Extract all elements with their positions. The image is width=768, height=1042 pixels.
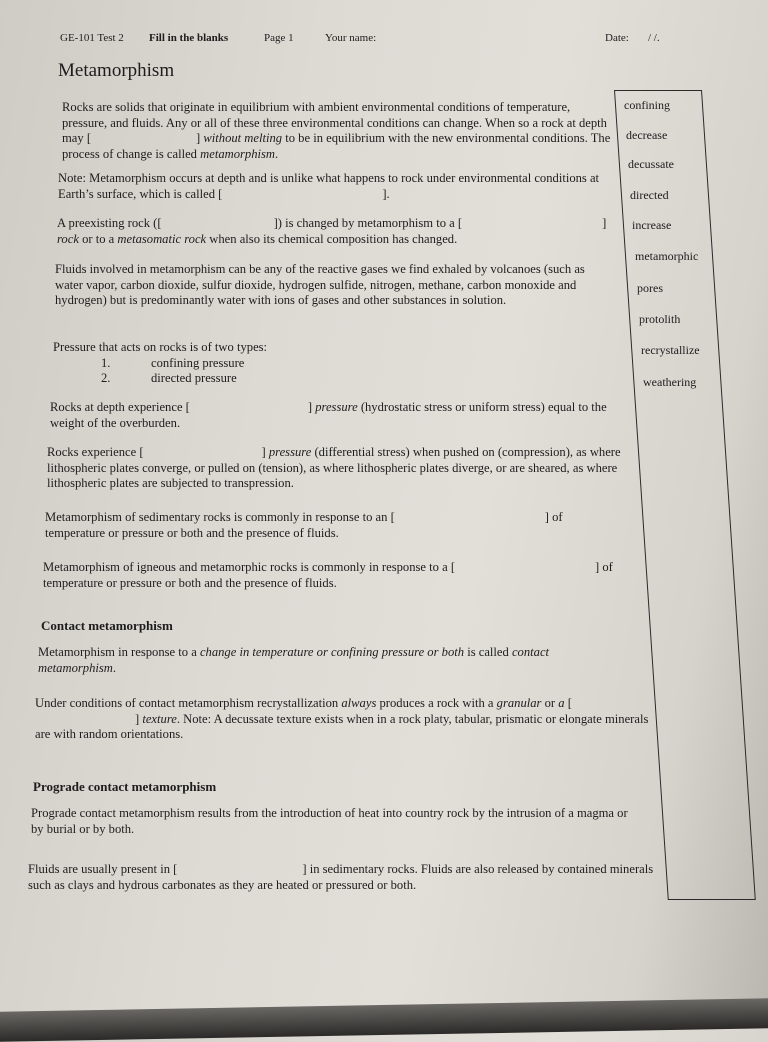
text-segment: ]) is changed by metamorphism to a [ (273, 216, 463, 230)
text-segment: [ (564, 696, 572, 710)
text-segment: change in temperature or confining pressure or both (199, 645, 465, 659)
text-segment: rock (57, 231, 79, 246)
word-bank-item: recrystallize (641, 343, 700, 357)
text-segment: . (112, 660, 117, 675)
paragraph (50, 400, 610, 431)
paragraph (58, 171, 618, 202)
paragraph (43, 560, 643, 591)
text-segment: . Note: A decussate texture exists when in a rock platy, tabular, prismatic or elongate minerals are with random orientations. (35, 711, 649, 741)
name-label: Your name: (325, 32, 377, 44)
text-segment: Under conditions of contact metamorphism recrystallization (35, 696, 342, 710)
text-segment: Metamorphism of igneous and metamorphic rocks is commonly in response to a [ (43, 560, 456, 574)
text-segment: ] (307, 400, 316, 414)
text-segment: Fluids involved in metamorphism can be any of the reactive gases we find exhaled by volcanoes (such as water vapor, carbon dioxide, sulfur dioxide, hydrogen sulfide, nitrogen, methane, carbon monoxide and hydrogen) but is predominantly water with ions of gases and other substances in solution. (55, 262, 585, 307)
text-segment: ] (135, 711, 143, 726)
text-segment: metamorphism (200, 146, 276, 161)
list-number: 1. (101, 355, 111, 370)
word-bank-item: decrease (626, 128, 668, 142)
page-label: Page 1 (264, 32, 294, 44)
text-segment: or (541, 696, 559, 710)
text-segment: Prograde contact metamorphism results from the introduction of heat into country rock by the intrusion of a magma or by burial or by both. (31, 806, 628, 836)
page-title: Metamorphism (58, 60, 175, 81)
text-segment: Rocks experience [ (47, 445, 144, 459)
paragraph (47, 445, 622, 492)
text-segment: ] of temperature or pressure or both and the presence of fluids. (43, 560, 613, 590)
word-bank-box (614, 90, 756, 900)
text-segment: Metamorphism in response to a (38, 645, 200, 659)
text-segment: pressure (268, 445, 312, 459)
section-heading: Contact metamorphism (41, 618, 173, 633)
text-segment: contact metamorphism (38, 645, 550, 675)
text-segment: ] (602, 216, 607, 230)
text-segment: A preexisting rock ([ (57, 216, 162, 230)
text-segment: granular (496, 696, 542, 710)
text-segment: a (558, 696, 565, 710)
word-bank-item: pores (637, 281, 663, 295)
word-bank-item: decussate (628, 157, 674, 171)
paragraph (53, 340, 453, 387)
word-bank-item: weathering (643, 375, 697, 389)
section-heading: Prograde contact metamorphism (33, 779, 217, 794)
text-segment: ]. (382, 186, 390, 201)
paragraph (57, 216, 617, 247)
paragraph (31, 806, 631, 837)
text-segment: produces a rock with a (376, 696, 497, 710)
text-segment: (differential stress) when pushed on (compression), as where lithospheric plates converge, or pulled on (tension), as where lithospheric plates diverge, or are sheared, as where lithospheric plates are subjected to transpression. (47, 445, 621, 490)
list-item (53, 356, 453, 372)
word-bank-item: directed (630, 188, 669, 202)
text-segment: to be in equilibrium with the new environmental conditions. The process of change is called (62, 131, 611, 161)
text-segment: . (275, 146, 279, 161)
paragraph (55, 262, 615, 309)
text-segment: Fluids are usually present in [ (28, 862, 178, 876)
text-segment: is called (464, 645, 512, 659)
paragraph (45, 510, 605, 541)
text-segment: Metamorphism of sedimentary rocks is commonly in response to an [ (45, 510, 395, 524)
word-bank-item: increase (632, 218, 672, 232)
pressure-types-list (53, 356, 453, 387)
text-segment: or to a (78, 231, 118, 246)
paragraph (35, 696, 655, 743)
text-segment: Rocks at depth experience [ (50, 400, 190, 414)
text-segment: texture (142, 711, 177, 726)
text-segment: ] of temperature or pressure or both and the presence of fluids. (45, 510, 563, 540)
paragraph (28, 862, 663, 893)
list-number: 2. (101, 371, 111, 385)
text-segment: Pressure that acts on rocks is of two types: (53, 340, 268, 354)
text-segment: ] (196, 131, 204, 145)
word-bank-item: confining (624, 98, 670, 112)
text-segment: when also its chemical composition has changed. (206, 231, 458, 246)
text-segment: without melting (203, 131, 283, 145)
list-text: directed pressure (151, 371, 237, 385)
text-segment: pressure (315, 400, 358, 414)
list-text: confining pressure (151, 355, 245, 370)
text-segment: ] (261, 445, 269, 459)
paragraph (38, 645, 618, 676)
text-segment: Note: Metamorphism occurs at depth and is unlike what happens to rock under environmental conditions at Earth’s surface, which is called [ (58, 171, 600, 201)
text-segment: Rocks are solids that originate in equilibrium with ambient environmental conditions of temperature, pressure, and fluids. Any or all of these three environmental conditions can change. When so a rock at depth may [ (62, 100, 607, 145)
word-bank-item: metamorphic (635, 249, 699, 263)
paragraph (62, 100, 617, 162)
list-item (53, 371, 453, 387)
date-label: Date: (605, 32, 629, 44)
test-type-label: Fill in the blanks (149, 32, 229, 44)
table-surface (0, 998, 768, 1041)
text-segment: (hydrostatic stress or uniform stress) equal to the weight of the overburden. (50, 400, 607, 430)
text-segment: metasomatic rock (117, 231, 207, 246)
text-segment: always (341, 696, 377, 710)
date-value: / /. (648, 32, 660, 44)
word-bank-item: protolith (639, 312, 681, 326)
text-segment: ] in sedimentary rocks. Fluids are also released by contained minerals such as clays and hydrous carbonates as they are heated or pressured or both. (28, 862, 654, 892)
course-label: GE-101 Test 2 (60, 32, 124, 44)
